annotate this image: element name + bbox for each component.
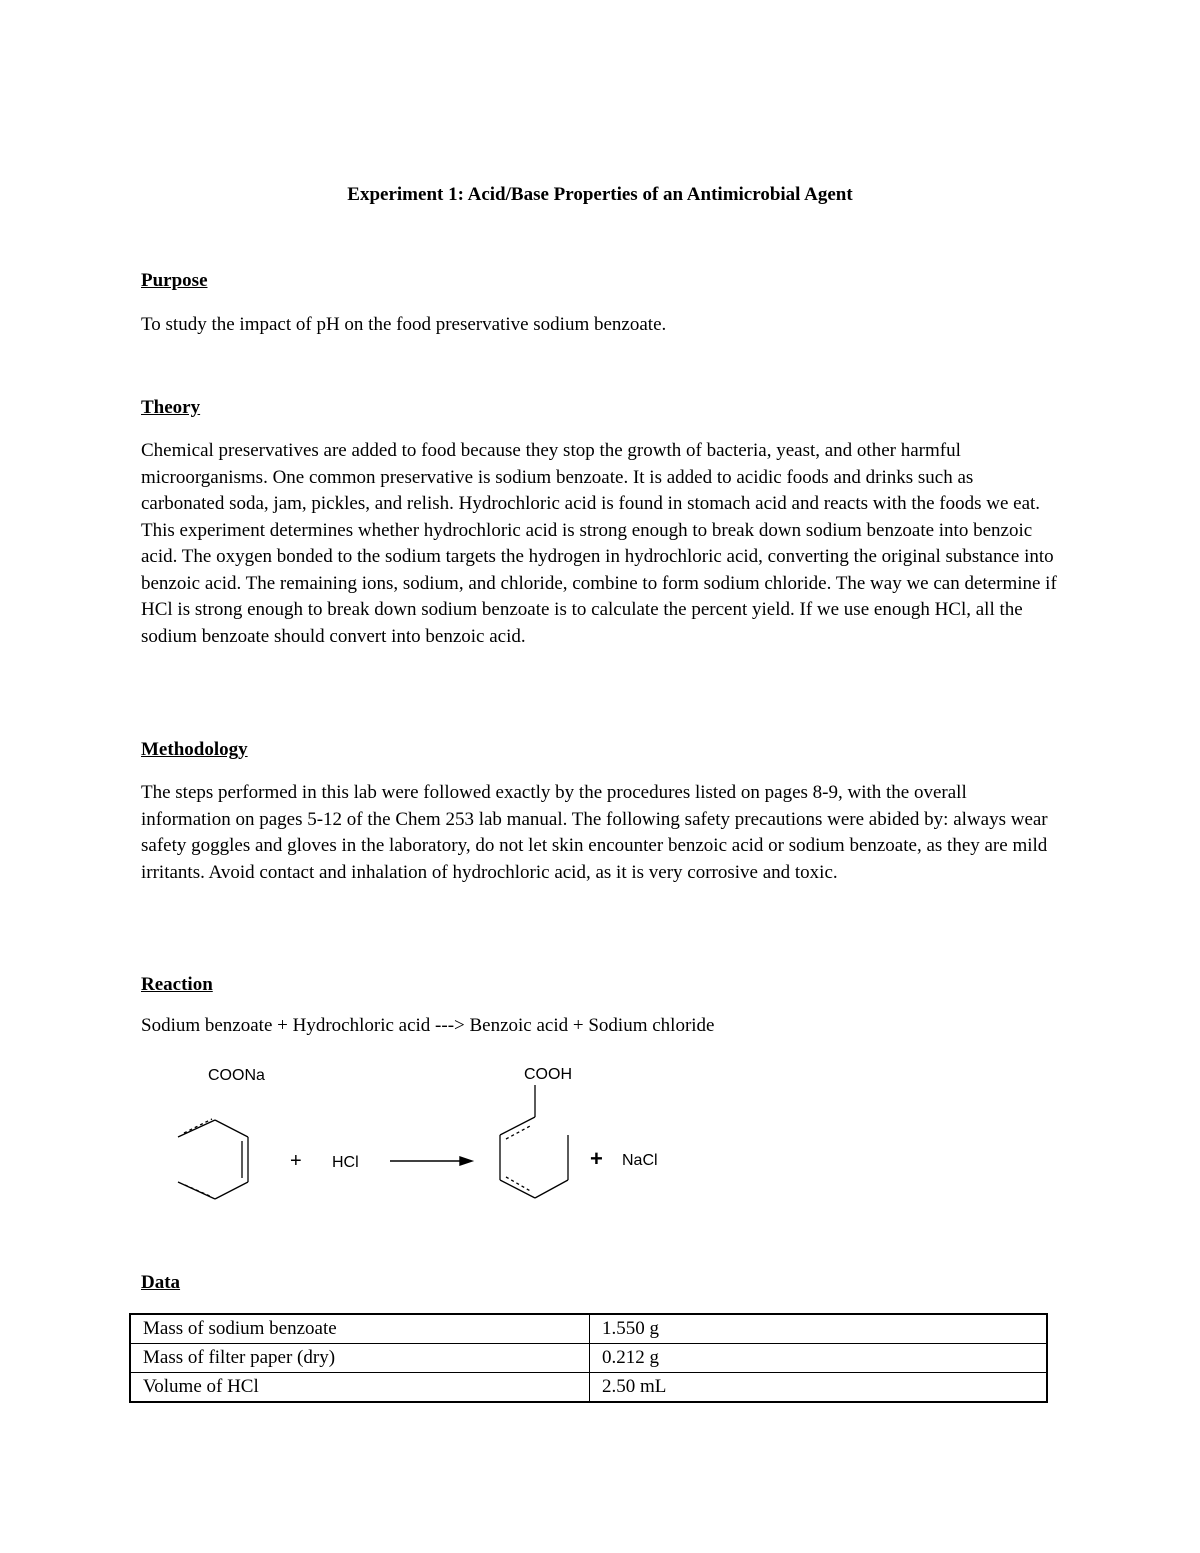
theory-text: Chemical preservatives are added to food because they stop the growth of bacteria, yeast, and other harmful microorganisms. One common preservative is sodium benzoate. It is added to acidic foods and drinks such as carbonated soda, jam, pickles, and relish. Hydrochloric acid is found in stomach acid and reacts with the foods we eat. This experiment determines whether hydrochloric acid is strong enough to break down sodium benzoate into benzoic acid. The oxygen bonded to the sodium targets the hydrogen in hydrochloric acid, converting the original substance into benzoic acid. The remaining ions, sodium, and chloride, combine to form sodium chloride. The way we can determine if HCl is strong enough to break down sodium benzoate is to calculate the percent yield. If we use enough HCl, all the sodium benzoate should convert into benzoic acid. [141,440,1057,647]
reaction-diagram [160,1055,700,1215]
theory-heading: Theory [141,397,201,418]
data-table [129,1313,1048,1403]
purpose-text: To study the impact of pH on the food preservative sodium benzoate. [141,314,667,335]
methodology-text: The steps performed in this lab were followed exactly by the procedures listed on pages 8-9, with the overall information on pages 5-12 of the Chem 253 lab manual. The following safety precautions were abided by: always wear safety goggles and gloves in the laboratory, do not let skin encounter benzoic acid or sodium benzoate, as they are mild irritants. Avoid contact and inhalation of hydrochloric acid, as it is very corrosive and toxic. [141,782,1048,883]
table-row [130,1373,1047,1403]
byproduct-label: NaCl [622,1152,658,1169]
plus-sign-2: + [590,1146,603,1171]
reaction-arrow [390,1157,472,1165]
table-cell-label: Mass of sodium benzoate [130,1314,590,1344]
methodology-heading: Methodology [141,739,248,760]
reaction-equation: Sodium benzoate + Hydrochloric acid ---> Benzoic acid + Sodium chloride [141,1015,715,1036]
table-row [130,1344,1047,1373]
table-cell-value: 1.550 g [590,1314,1048,1344]
reagent-label: HCl [332,1154,359,1171]
benzene-ring-product [500,1085,568,1198]
reaction-heading: Reaction [141,974,213,995]
plus-sign-1: + [290,1150,302,1172]
table-row [130,1314,1047,1344]
reactant-group-label: COONa [208,1067,265,1084]
table-cell-value: 2.50 mL [590,1373,1048,1403]
table-cell-label: Volume of HCl [130,1373,590,1403]
table-cell-value: 0.212 g [590,1344,1048,1373]
benzene-ring-reactant [178,1119,248,1199]
table-cell-label: Mass of filter paper (dry) [130,1344,590,1373]
document-title: Experiment 1: Acid/Base Properties of an Antimicrobial Agent [347,184,853,205]
product-group-label: COOH [524,1066,572,1083]
data-heading: Data [141,1272,181,1293]
purpose-heading: Purpose [141,270,208,291]
